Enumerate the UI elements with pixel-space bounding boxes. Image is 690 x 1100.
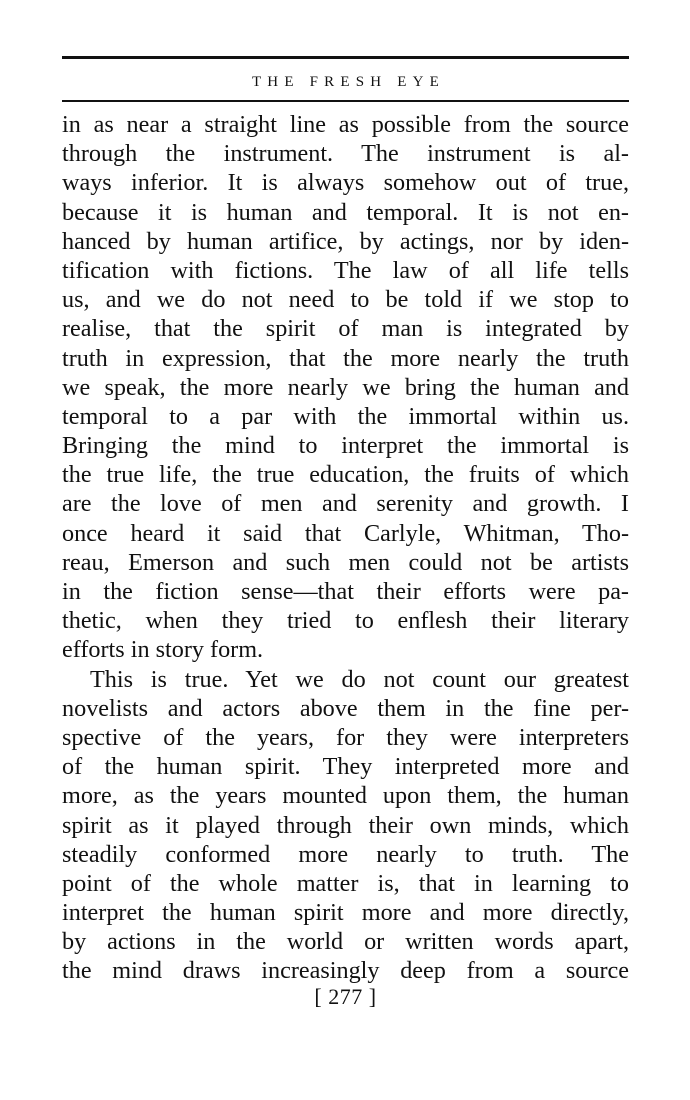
text-line: steadily conformed more nearly to truth. The <box>62 840 629 868</box>
text-line: reau, Emerson and such men could not be artists <box>62 548 629 576</box>
text-line: are the love of men and serenity and growth. I <box>62 490 629 518</box>
text-line: truth in expression, that the more nearly the truth <box>62 344 629 372</box>
running-head: THE FRESH EYE <box>251 74 446 90</box>
text-line: tification with fictions. The law of all life tells <box>62 256 629 284</box>
text-line: through the instrument. The instrument is al- <box>62 140 629 168</box>
header-rule-top <box>62 56 629 59</box>
text-line: point of the whole matter is, that in learning to <box>62 869 629 897</box>
page-number: [ 277 ] <box>314 983 377 1009</box>
text-line: of the human spirit. They interpreted more and <box>62 753 629 781</box>
text-line: efforts in story form. <box>62 636 264 664</box>
text-line: by actions in the world or written words apart, <box>62 928 629 956</box>
text-line: This is true. Yet we do not count our greatest <box>90 665 629 693</box>
text-line: spective of the years, for they were interpreters <box>62 723 629 751</box>
text-line: thetic, when they tried to enflesh their literary <box>62 607 629 635</box>
text-line: interpret the human spirit more and more directly, <box>62 899 629 927</box>
paragraph <box>62 665 629 986</box>
text-line: we speak, the more nearly we bring the human and <box>62 373 629 401</box>
text-line: Bringing the mind to interpret the immortal is <box>62 432 629 460</box>
text-line: novelists and actors above them in the fine per- <box>62 694 629 722</box>
text-line: because it is human and temporal. It is not en- <box>62 198 629 226</box>
text-line: hanced by human artifice, by actings, nor by iden- <box>62 227 629 255</box>
text-line: ways inferior. It is always somehow out of true, <box>62 169 629 197</box>
text-line: the true life, the true education, the fruits of which <box>62 461 629 489</box>
text-line: more, as the years mounted upon them, the human <box>62 782 629 810</box>
text-line: in as near a straight line as possible from the source <box>62 111 629 138</box>
header-rule-bottom <box>62 100 629 102</box>
text-line: the mind draws increasingly deep from a source <box>62 957 629 985</box>
text-line: us, and we do not need to be told if we stop to <box>62 286 629 314</box>
text-line: temporal to a par with the immortal within us. <box>62 402 629 430</box>
text-line: in the fiction sense—that their efforts were pa- <box>62 578 629 605</box>
text-line: once heard it said that Carlyle, Whitman, Tho- <box>62 519 629 547</box>
body-text <box>62 110 629 986</box>
book-page <box>62 56 629 1010</box>
text-line: realise, that the spirit of man is integrated by <box>62 315 629 343</box>
paragraph <box>62 110 629 665</box>
text-line: spirit as it played through their own minds, which <box>62 811 629 839</box>
